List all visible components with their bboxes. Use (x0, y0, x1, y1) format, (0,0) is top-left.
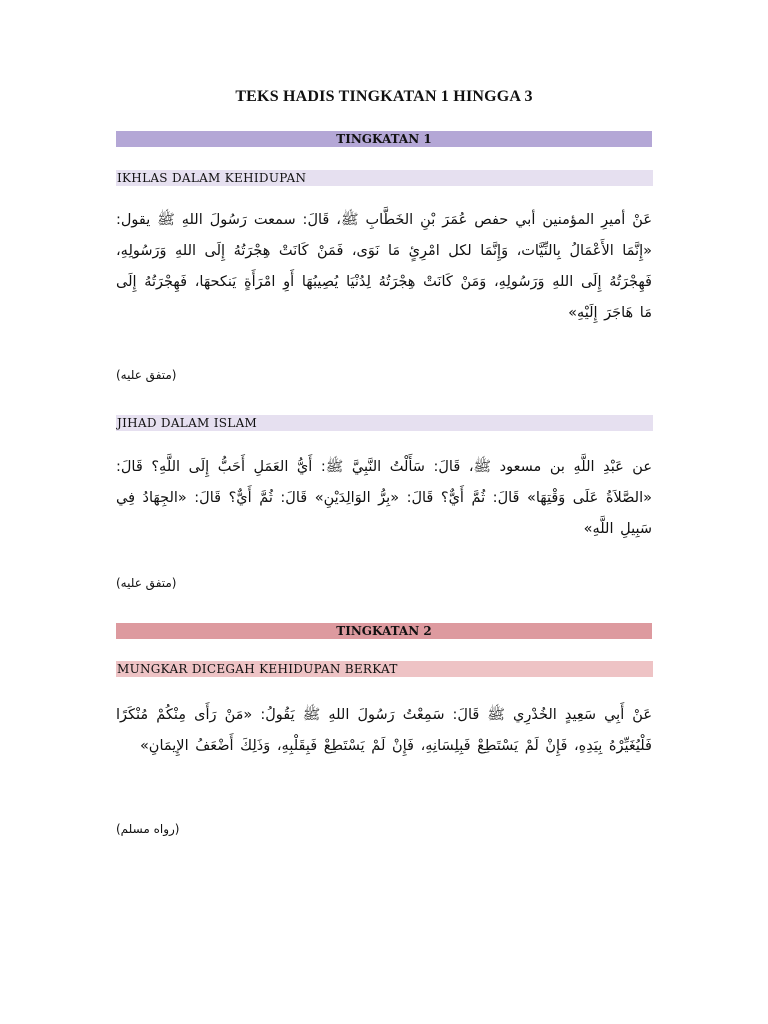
hadith-narrator-mungkar: (رواه مسلم) (116, 822, 180, 836)
hadith-narrator-ikhlas: (متفق عليه) (116, 368, 177, 382)
hadith-text-ikhlas: عَنْ أميرِ المؤمنين أبي حفص عُمَرَ بْنِ الخَطَّابِ ﷺ، قَالَ: سمعت رَسُولَ اللهِ ﷺ يقول: «إِنَّمَا الأَعْمَالُ بِالنِّيَّات، وَإِنَّمَا لكل امْرِئٍ مَا نَوَى، فَمَنْ كَانَتْ هِجْرَتُهُ إِلَى اللهِ وَرَسُولِهِ، فَهِجْرَتُهُ إِلَى اللهِ وَرَسُولِهِ، وَمَنْ كَانَتْ هِجْرَتُهُ لِدُنْيَا يُصِيبُهَا أَوِ امْرَأَةٍ يَنكحهَا، فَهِجْرَتُهُ إِلَى مَا هَاجَرَ إِلَيْهِ» (116, 212, 652, 321)
level-header-tingkatan-1: TINGKATAN 1 (116, 131, 652, 147)
level-header-tingkatan-2: TINGKATAN 2 (116, 623, 652, 639)
topic-header-ikhlas: IKHLAS DALAM KEHIDUPAN (116, 170, 653, 186)
hadith-narrator-jihad: (متفق عليه) (116, 576, 177, 590)
topic-header-mungkar: MUNGKAR DICEGAH KEHIDUPAN BERKAT (116, 661, 653, 677)
hadith-text-mungkar: عَنْ أَبِي سَعِيدٍ الخُدْرِي ﷺ قَالَ: سَمِعْتُ رَسُولَ اللهِ ﷺ يَقُولُ: «مَنْ رَأَى مِنْكُمْ مُنْكَرًا فَلْيُغَيِّرْهُ بِيَدِهِ، فَإِنْ لَمْ يَسْتَطِعْ فَبِلِسَانِهِ، فَإِنْ لَمْ يَسْتَطِعْ فَبِقَلْبِهِ، وَذَلِكَ أَضْعَفُ الإِيمَانِ» (116, 707, 652, 754)
topic-header-jihad: JIHAD DALAM ISLAM (116, 415, 653, 431)
hadith-text-jihad: عن عَبْدِ اللَّهِ بن مسعود ﷺ، قَالَ: سَأَلْتُ النَّبِيَّ ﷺ: أَيُّ العَمَلِ أَحَبُّ إِلَى اللَّهِ؟ قَالَ: «الصَّلاَةُ عَلَى وَقْتِهَا» قَالَ: ثُمَّ أَيٌّ؟ قَالَ: «بِرُّ الوَالِدَيْنِ» قَالَ: ثُمَّ أَيٌّ؟ قَالَ: «الجِهَادُ فِي سَبِيلِ اللَّهِ» (116, 459, 652, 537)
document-title: TEKS HADIS TINGKATAN 1 HINGGA 3 (235, 88, 533, 105)
